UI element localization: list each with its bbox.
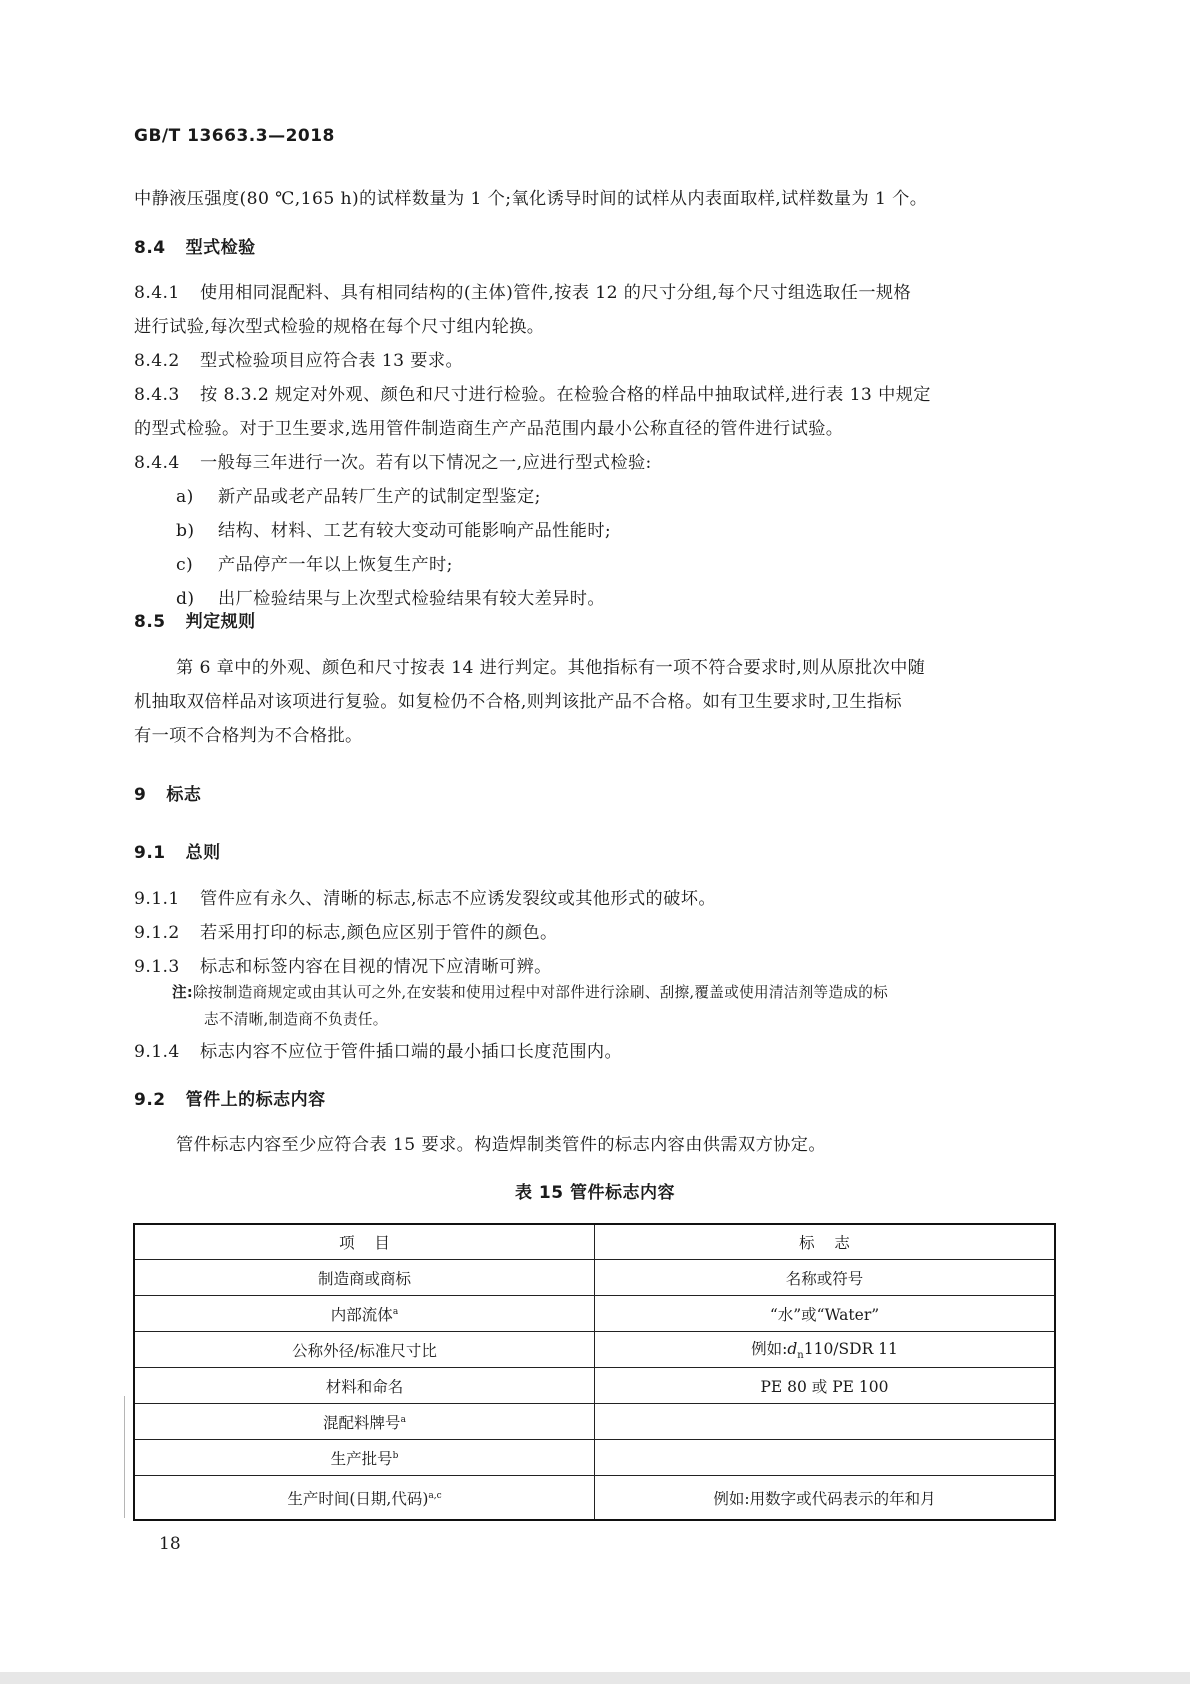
table-header-row [134, 1224, 1055, 1260]
clause-number: 8.4.4 [134, 453, 180, 473]
clause-9-1-2 [134, 918, 558, 943]
section-number: 8.4 [134, 238, 166, 258]
list-text: 产品停产一年以上恢复生产时; [218, 555, 453, 575]
section-title: 管件上的标志内容 [185, 1090, 326, 1110]
clause-number: 9.1.4 [134, 1042, 180, 1062]
section-title: 总则 [185, 843, 221, 863]
list-marker: b) [176, 521, 195, 541]
list-item-c [176, 550, 453, 575]
footnote-ref: a,c [428, 1490, 442, 1501]
chapter-heading-9 [134, 780, 201, 805]
footnote-ref: a [392, 1306, 399, 1317]
table-row [134, 1296, 1055, 1332]
clause-8-4-3-line1 [134, 380, 931, 405]
clause-8-4-1-line1 [134, 278, 911, 303]
header-cell-item: 项 目 [134, 1224, 595, 1260]
clause-8-4-3-line2: 的型式检验。对于卫生要求,选用管件制造商生产产品范围内最小公称直径的管件进行试验。 [134, 419, 844, 439]
item-cell: 材料和命名 [134, 1368, 595, 1404]
clause-number: 8.4.1 [134, 283, 180, 303]
marking-cell: 例如:用数字或代码表示的年和月 [595, 1476, 1056, 1521]
note-line2: 志不清晰,制造商不负责任。 [204, 1011, 388, 1028]
item-cell: 生产批号$^b$ [134, 1440, 595, 1476]
chapter-number: 9 [134, 785, 147, 805]
clause-number: 8.4.2 [134, 351, 180, 371]
table-row [134, 1368, 1055, 1404]
item-cell: 混配料牌号$^a$ [134, 1404, 595, 1440]
marking-cell: 名称或符号 [595, 1260, 1056, 1296]
section-title: 型式检验 [185, 238, 256, 258]
clause-text: 若采用打印的标志,颜色应区别于管件的颜色。 [200, 923, 558, 943]
clause-8-4-4 [134, 448, 652, 473]
standard-code-header: GB/T 13663.3—2018 [134, 126, 335, 146]
clause-number: 8.4.3 [134, 385, 180, 405]
note-text: 除按制造商规定或由其认可之外,在安装和使用过程中对部件进行涂刷、刮擦,覆盖或使用清洁剂等造成的标 [193, 984, 889, 1001]
section-heading-8-5 [134, 607, 256, 632]
marking-content-table [133, 1223, 1056, 1521]
paragraph-8-5-line2: 机抽取双倍样品对该项进行复验。如复检仍不合格,则判该批产品不合格。如有卫生要求时,卫生指标 [134, 692, 902, 712]
item-cell: 内部流体$^a$ [134, 1296, 595, 1332]
paragraph-continuation: 中静液压强度(80 ℃,165 h)的试样数量为 1 个;氧化诱导时间的试样从内表面取样,试样数量为 1 个。 [134, 189, 928, 209]
footnote-ref: a [400, 1414, 406, 1425]
list-item-b [176, 516, 611, 541]
list-item-a [176, 482, 541, 507]
clause-text: 标志和标签内容在目视的情况下应清晰可辨。 [200, 957, 552, 977]
table-caption: 表 15 管件标志内容 [515, 1183, 675, 1203]
list-marker: c) [176, 555, 194, 575]
section-title: 判定规则 [185, 612, 256, 632]
section-heading-9-1 [134, 838, 221, 863]
clause-text: 标志内容不应位于管件插口端的最小插口长度范围内。 [200, 1042, 623, 1062]
clause-number: 9.1.3 [134, 957, 180, 977]
footnote-ref: b [392, 1450, 399, 1461]
marking-cell: 例如$:d_n110$/SDR 11 [595, 1332, 1056, 1368]
clause-text: 型式检验项目应符合表 13 要求。 [200, 351, 464, 371]
note-label: 注: [172, 984, 194, 1001]
paragraph-9-2: 管件标志内容至少应符合表 15 要求。构造焊制类管件的标志内容由供需双方协定。 [176, 1135, 826, 1155]
section-number: 9.1 [134, 843, 166, 863]
table-row [134, 1404, 1055, 1440]
list-marker: d) [176, 589, 195, 609]
list-text: 出厂检验结果与上次型式检验结果有较大差异时。 [218, 589, 605, 609]
item-cell: 公称外径/标准尺寸比 [134, 1332, 595, 1368]
item-cell: 制造商或商标 [134, 1260, 595, 1296]
clause-9-1-4 [134, 1037, 622, 1062]
list-item-d [176, 584, 605, 609]
section-number: 8.5 [134, 612, 166, 632]
page-number: 18 [159, 1534, 181, 1554]
list-text: 新产品或老产品转厂生产的试制定型鉴定; [218, 487, 541, 507]
marking-cell: “水”或“Water” [595, 1296, 1056, 1332]
section-heading-8-4 [134, 233, 256, 258]
table-row [134, 1476, 1055, 1521]
table-row [134, 1440, 1055, 1476]
clause-text: 使用相同混配料、具有相同结构的(主体)管件,按表 12 的尺寸分组,每个尺寸组选取任一规格 [200, 283, 912, 303]
clause-text: 一般每三年进行一次。若有以下情况之一,应进行型式检验: [200, 453, 652, 473]
clause-number: 9.1.2 [134, 923, 180, 943]
note-line1 [172, 981, 888, 1002]
clause-8-4-1-line2: 进行试验,每次型式检验的规格在每个尺寸组内轮换。 [134, 317, 545, 337]
paragraph-8-5-line3: 有一项不合格判为不合格批。 [134, 726, 363, 746]
marking-cell [595, 1404, 1056, 1440]
section-heading-9-2 [134, 1085, 326, 1110]
header-cell-marking: 标 志 [595, 1224, 1056, 1260]
list-text: 结构、材料、工艺有较大变动可能影响产品性能时; [218, 521, 612, 541]
paragraph-8-5-line1: 第 6 章中的外观、颜色和尺寸按表 14 进行判定。其他指标有一项不符合要求时,则从原批次中随 [176, 658, 926, 678]
clause-9-1-3 [134, 952, 552, 977]
section-number: 9.2 [134, 1090, 166, 1110]
clause-number: 9.1.1 [134, 889, 180, 909]
table-row [134, 1332, 1055, 1368]
clause-9-1-1 [134, 884, 716, 909]
list-marker: a) [176, 487, 194, 507]
scan-margin-mark [124, 1396, 125, 1518]
table-row [134, 1260, 1055, 1296]
clause-text: 按 8.3.2 规定对外观、颜色和尺寸进行检验。在检验合格的样品中抽取试样,进行表 13 中规定 [200, 385, 931, 405]
marking-cell: PE 80 或 PE 100 [595, 1368, 1056, 1404]
scan-bottom-edge [0, 1672, 1190, 1684]
marking-cell [595, 1440, 1056, 1476]
item-cell: 生产时间(日期,代码)$^{a,c}$ [134, 1476, 595, 1521]
clause-8-4-2 [134, 346, 463, 371]
chapter-title: 标志 [166, 785, 202, 805]
clause-text: 管件应有永久、清晰的标志,标志不应诱发裂纹或其他形式的破坏。 [200, 889, 716, 909]
